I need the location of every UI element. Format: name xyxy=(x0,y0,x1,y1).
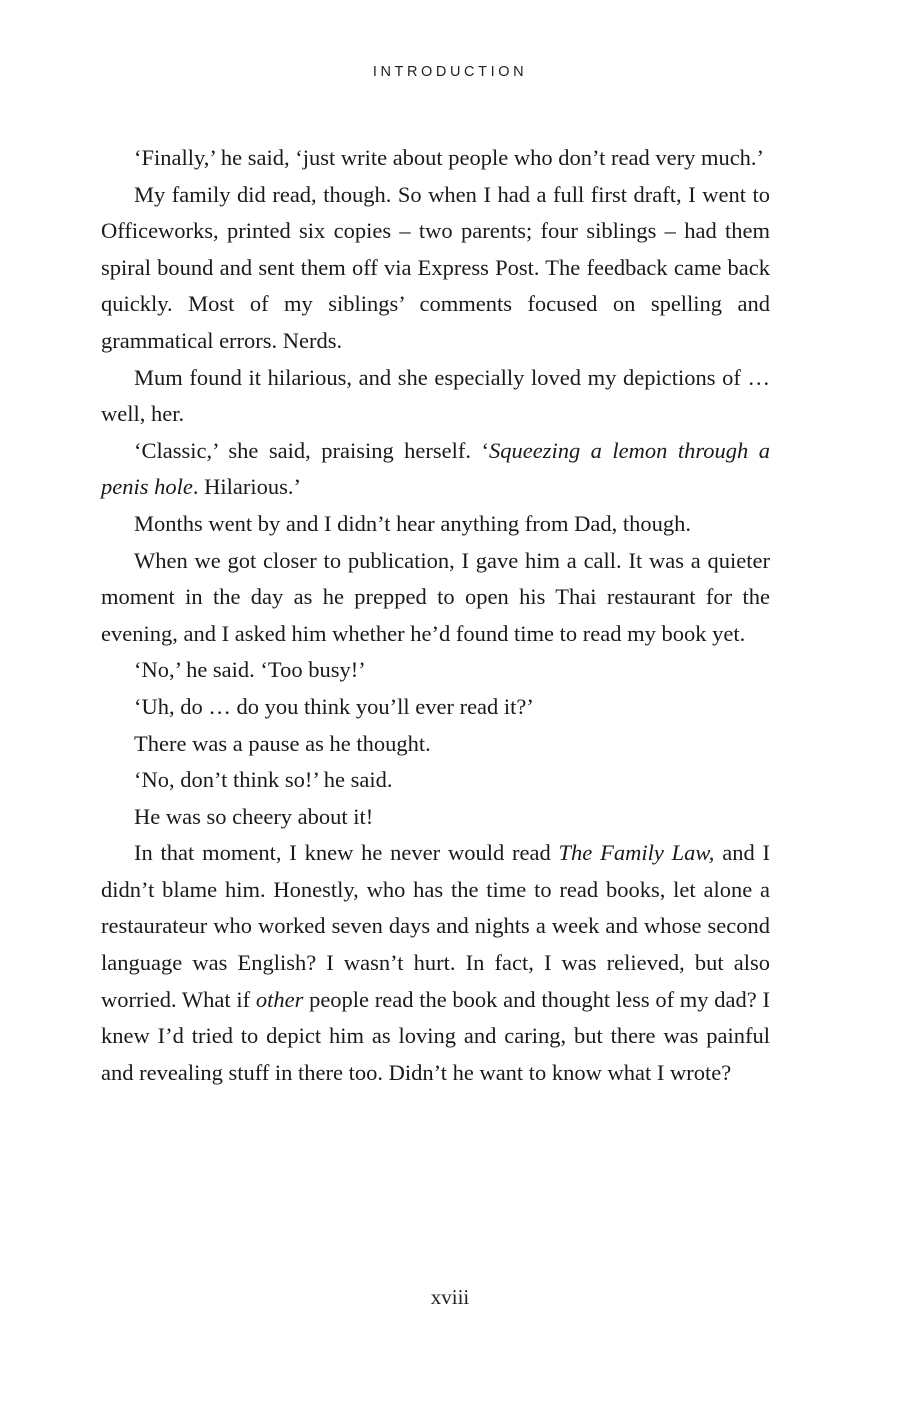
paragraph: When we got closer to publication, I gave him a call. It was a quieter moment in the day as he prepped to open his Thai restaurant for the evening, and I asked him whether he’d found time to read my book yet. xyxy=(101,547,770,646)
paragraph: ‘No, don’t think so!’ he said. xyxy=(134,767,393,793)
paragraph: He was so cheery about it! xyxy=(134,803,374,829)
body-text xyxy=(101,140,770,1091)
paragraph: There was a pause as he thought. xyxy=(134,730,431,756)
paragraph: Mum found it hilarious, and she especially loved my depictions of … well, her. xyxy=(101,364,770,427)
paragraph: ‘No,’ he said. ‘Too busy!’ xyxy=(134,657,366,683)
paragraph: My family did read, though. So when I had a full first draft, I went to Officeworks, printed six copies – two parents; four siblings – had them spiral bound and sent them off via Express Post. The feedback came back quickly. Most of my siblings’ comments focused on spelling and grammatical errors. Nerds. xyxy=(101,181,770,353)
paragraph: In that moment, I knew he never would read The Family Law, and I didn’t blame him. Honestly, who has the time to read books, let alone a restaurateur who worked seven days and nights a week and whose second language was English? I wasn’t hurt. In fact, I was relieved, but also worried. What if other people read the book and thought less of my dad? I knew I’d tried to depict him as loving and caring, but there was painful and revealing stuff in there too. Didn’t he want to know what I wrote? xyxy=(101,840,770,1085)
paragraph: Months went by and I didn’t hear anything from Dad, though. xyxy=(134,510,691,536)
page-number: xviii xyxy=(430,1285,470,1309)
book-title: The Family Law, xyxy=(558,840,715,866)
paragraph: ‘Finally,’ he said, ‘just write about people who don’t read very much.’ xyxy=(134,145,765,170)
running-head: INTRODUCTION xyxy=(372,64,528,80)
paragraph: ‘Classic,’ she said, praising herself. ‘Squeezing a lemon through a penis hole. Hilarious.’ xyxy=(101,437,771,500)
italic-quote: Squeezing a lemon through a penis hole xyxy=(101,437,771,500)
paragraph: ‘Uh, do … do you think you’ll ever read it?’ xyxy=(134,693,534,719)
italic-emphasis: other xyxy=(255,986,304,1012)
